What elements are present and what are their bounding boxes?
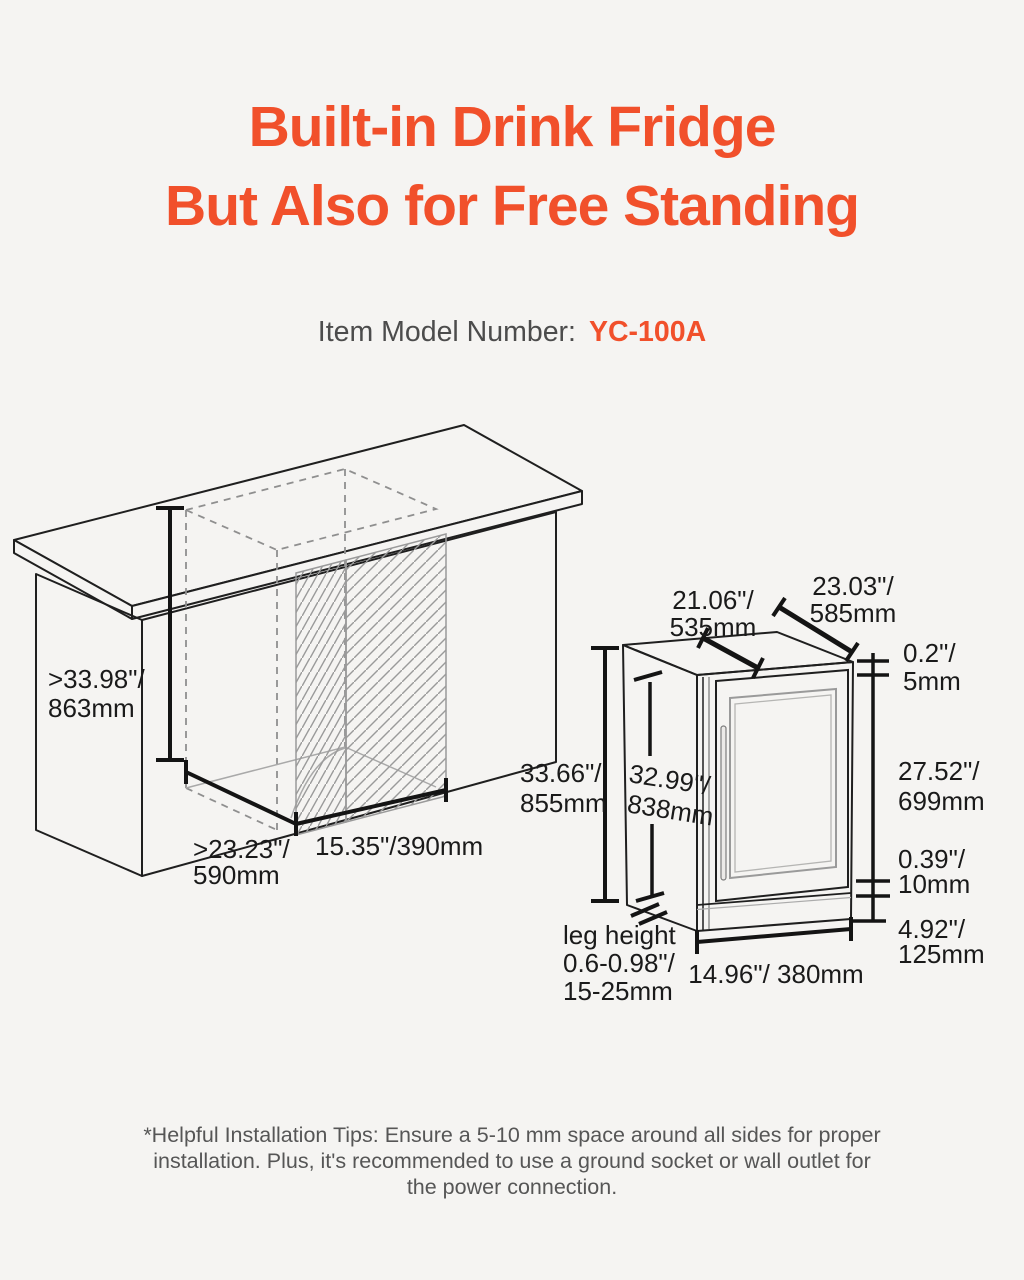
right-dimension-stack (852, 638, 985, 969)
cabinet-height-label-line2: 863mm (48, 693, 135, 723)
total-height-label-line2: 855mm (520, 788, 607, 818)
cabinet-depth-dimension (186, 760, 296, 890)
top-depth-dimension (670, 585, 763, 678)
cabinet-height-label-line1: >33.98"/ (48, 664, 145, 694)
base-height-label-line1: 4.92"/ (898, 914, 966, 944)
door-handle (721, 726, 726, 880)
door-height-label-line1: 27.52"/ (898, 756, 980, 786)
top-depth-label-line1: 21.06"/ (672, 585, 754, 615)
top-gap-label-line2: 5mm (903, 666, 961, 696)
body-height-label-line2: 838mm (625, 788, 716, 832)
installation-tips-line3: the power connection. (406, 1175, 618, 1199)
door-height-label-line2: 699mm (898, 786, 985, 816)
total-depth-label-line2: 585mm (809, 598, 897, 628)
title-line-1: Built-in Drink Fridge (248, 95, 776, 159)
total-height-label-line1: 33.66"/ (520, 758, 602, 788)
body-height-label-line1: 32.99"/ (627, 758, 713, 801)
width-label: 14.96"/ 380mm (688, 959, 864, 989)
fridge-glass-door (716, 670, 848, 901)
installation-tips-line1: *Helpful Installation Tips: Ensure a 5-10 mm space around all sides for proper (143, 1123, 881, 1147)
body-height-dimension (622, 672, 720, 901)
cutout-width-label: 15.35"/390mm (315, 831, 484, 861)
total-depth-dimension (773, 571, 896, 661)
page-title (0, 88, 1024, 246)
leg-height-label-line3: 15-25mm (563, 976, 673, 1006)
model-number-label: Item Model Number: (317, 316, 576, 348)
leg-height-annotation (563, 904, 677, 1006)
leg-height-label-line2: 0.6-0.98"/ (563, 948, 675, 978)
width-dimension (688, 917, 863, 989)
installation-tips-line2: installation. Plus, it's recommended to use a ground socket or wall outlet for (153, 1149, 871, 1173)
bottom-gap-label-line2: 10mm (898, 869, 971, 899)
top-gap-label-line1: 0.2"/ (903, 638, 956, 668)
bottom-gap-label-line1: 0.39"/ (898, 844, 966, 874)
cutout-hatch-section (296, 534, 446, 835)
installation-tips (0, 1122, 1024, 1200)
cabinet-depth-label-line2: 590mm (193, 860, 280, 890)
leg-height-label-line1: leg height (563, 920, 676, 950)
model-number-row (0, 316, 1024, 349)
fridge-dimensions-diagram (500, 560, 1024, 1020)
cabinet-depth-label-line1: >23.23"/ (193, 834, 290, 864)
base-height-label-line2: 125mm (898, 939, 985, 969)
top-depth-label-line2: 535mm (669, 612, 757, 642)
total-height-dimension (520, 648, 619, 901)
model-number-value: YC-100A (588, 316, 707, 348)
title-line-2: But Also for Free Standing (165, 174, 859, 238)
total-depth-label-line1: 23.03"/ (812, 571, 894, 601)
